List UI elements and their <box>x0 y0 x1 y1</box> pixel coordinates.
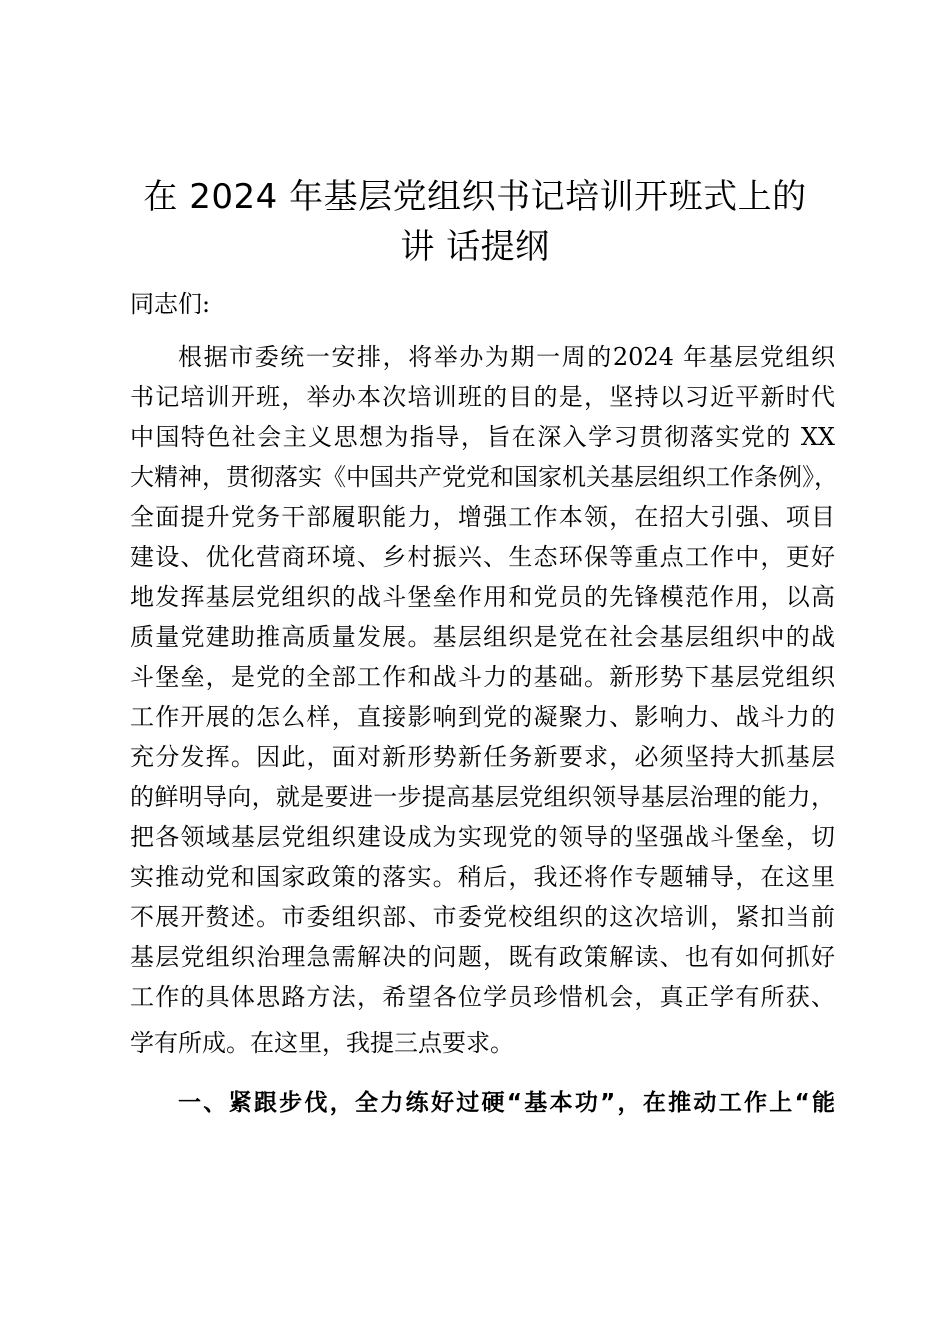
paragraph-line: 学有所成。在这里，我提三点要求。 <box>130 1029 514 1057</box>
salutation: 同志们: <box>130 290 211 318</box>
paragraph-line: 根据市委统一安排，将举办为期一周的2024 年基层党组织 <box>178 343 835 371</box>
paragraph-line: 充分发挥。因此，面对新形势新任务新要求，必须坚持大抓基层 <box>130 743 835 771</box>
paragraph-line: 大精神，贯彻落实《中国共产党党和国家机关基层组织工作条例》， <box>130 463 838 491</box>
body-paragraph <box>130 337 838 1063</box>
paragraph-line: 基层党组织治理急需解决的问题，既有政策解读、也有如何抓好 <box>130 943 835 971</box>
paragraph-line: 把各领域基层党组织建设成为实现党的领导的坚强战斗堡垒，切 <box>130 823 835 851</box>
paragraph-line: 质量党建助推高质量发展。基层组织是党在社会基层组织中的战 <box>130 623 835 651</box>
section-heading-one: 一、紧跟步伐，全力练好过硬“基本功”，在推动工作上“能 <box>178 1090 835 1116</box>
paragraph-line: 工作开展的怎么样，直接影响到党的凝聚力、影响力、战斗力的 <box>130 703 835 731</box>
paragraph-line: 的鲜明导向，就是要进一步提高基层党组织领导基层治理的能力， <box>130 783 835 811</box>
paragraph-line: 不展开赘述。市委组织部、市委党校组织的这次培训，紧扣当前 <box>130 903 835 931</box>
title-line-1: 在 2024 年基层党组织书记培训开班式上的 <box>143 177 807 217</box>
document-title <box>110 172 840 272</box>
paragraph-line: 实推动党和国家政策的落实。稍后，我还将作专题辅导，在这里 <box>130 863 835 891</box>
paragraph-line: 工作的具体思路方法，希望各位学员珍惜机会，真正学有所获、 <box>130 983 835 1011</box>
title-line-2: 讲 话提纲 <box>400 227 550 267</box>
paragraph-line: 建设、优化营商环境、乡村振兴、生态环保等重点工作中，更好 <box>130 543 835 571</box>
paragraph-line: 中国特色社会主义思想为指导，旨在深入学习贯彻落实党的 XX <box>130 423 835 451</box>
paragraph-line: 书记培训开班，举办本次培训班的目的是，坚持以习近平新时代 <box>130 383 835 411</box>
paragraph-line: 地发挥基层党组织的战斗堡垒作用和党员的先锋模范作用，以高 <box>130 583 835 611</box>
paragraph-line: 斗堡垒，是党的全部工作和战斗力的基础。新形势下基层党组织 <box>130 663 835 691</box>
paragraph-line: 全面提升党务干部履职能力，增强工作本领，在招大引强、项目 <box>130 503 835 531</box>
